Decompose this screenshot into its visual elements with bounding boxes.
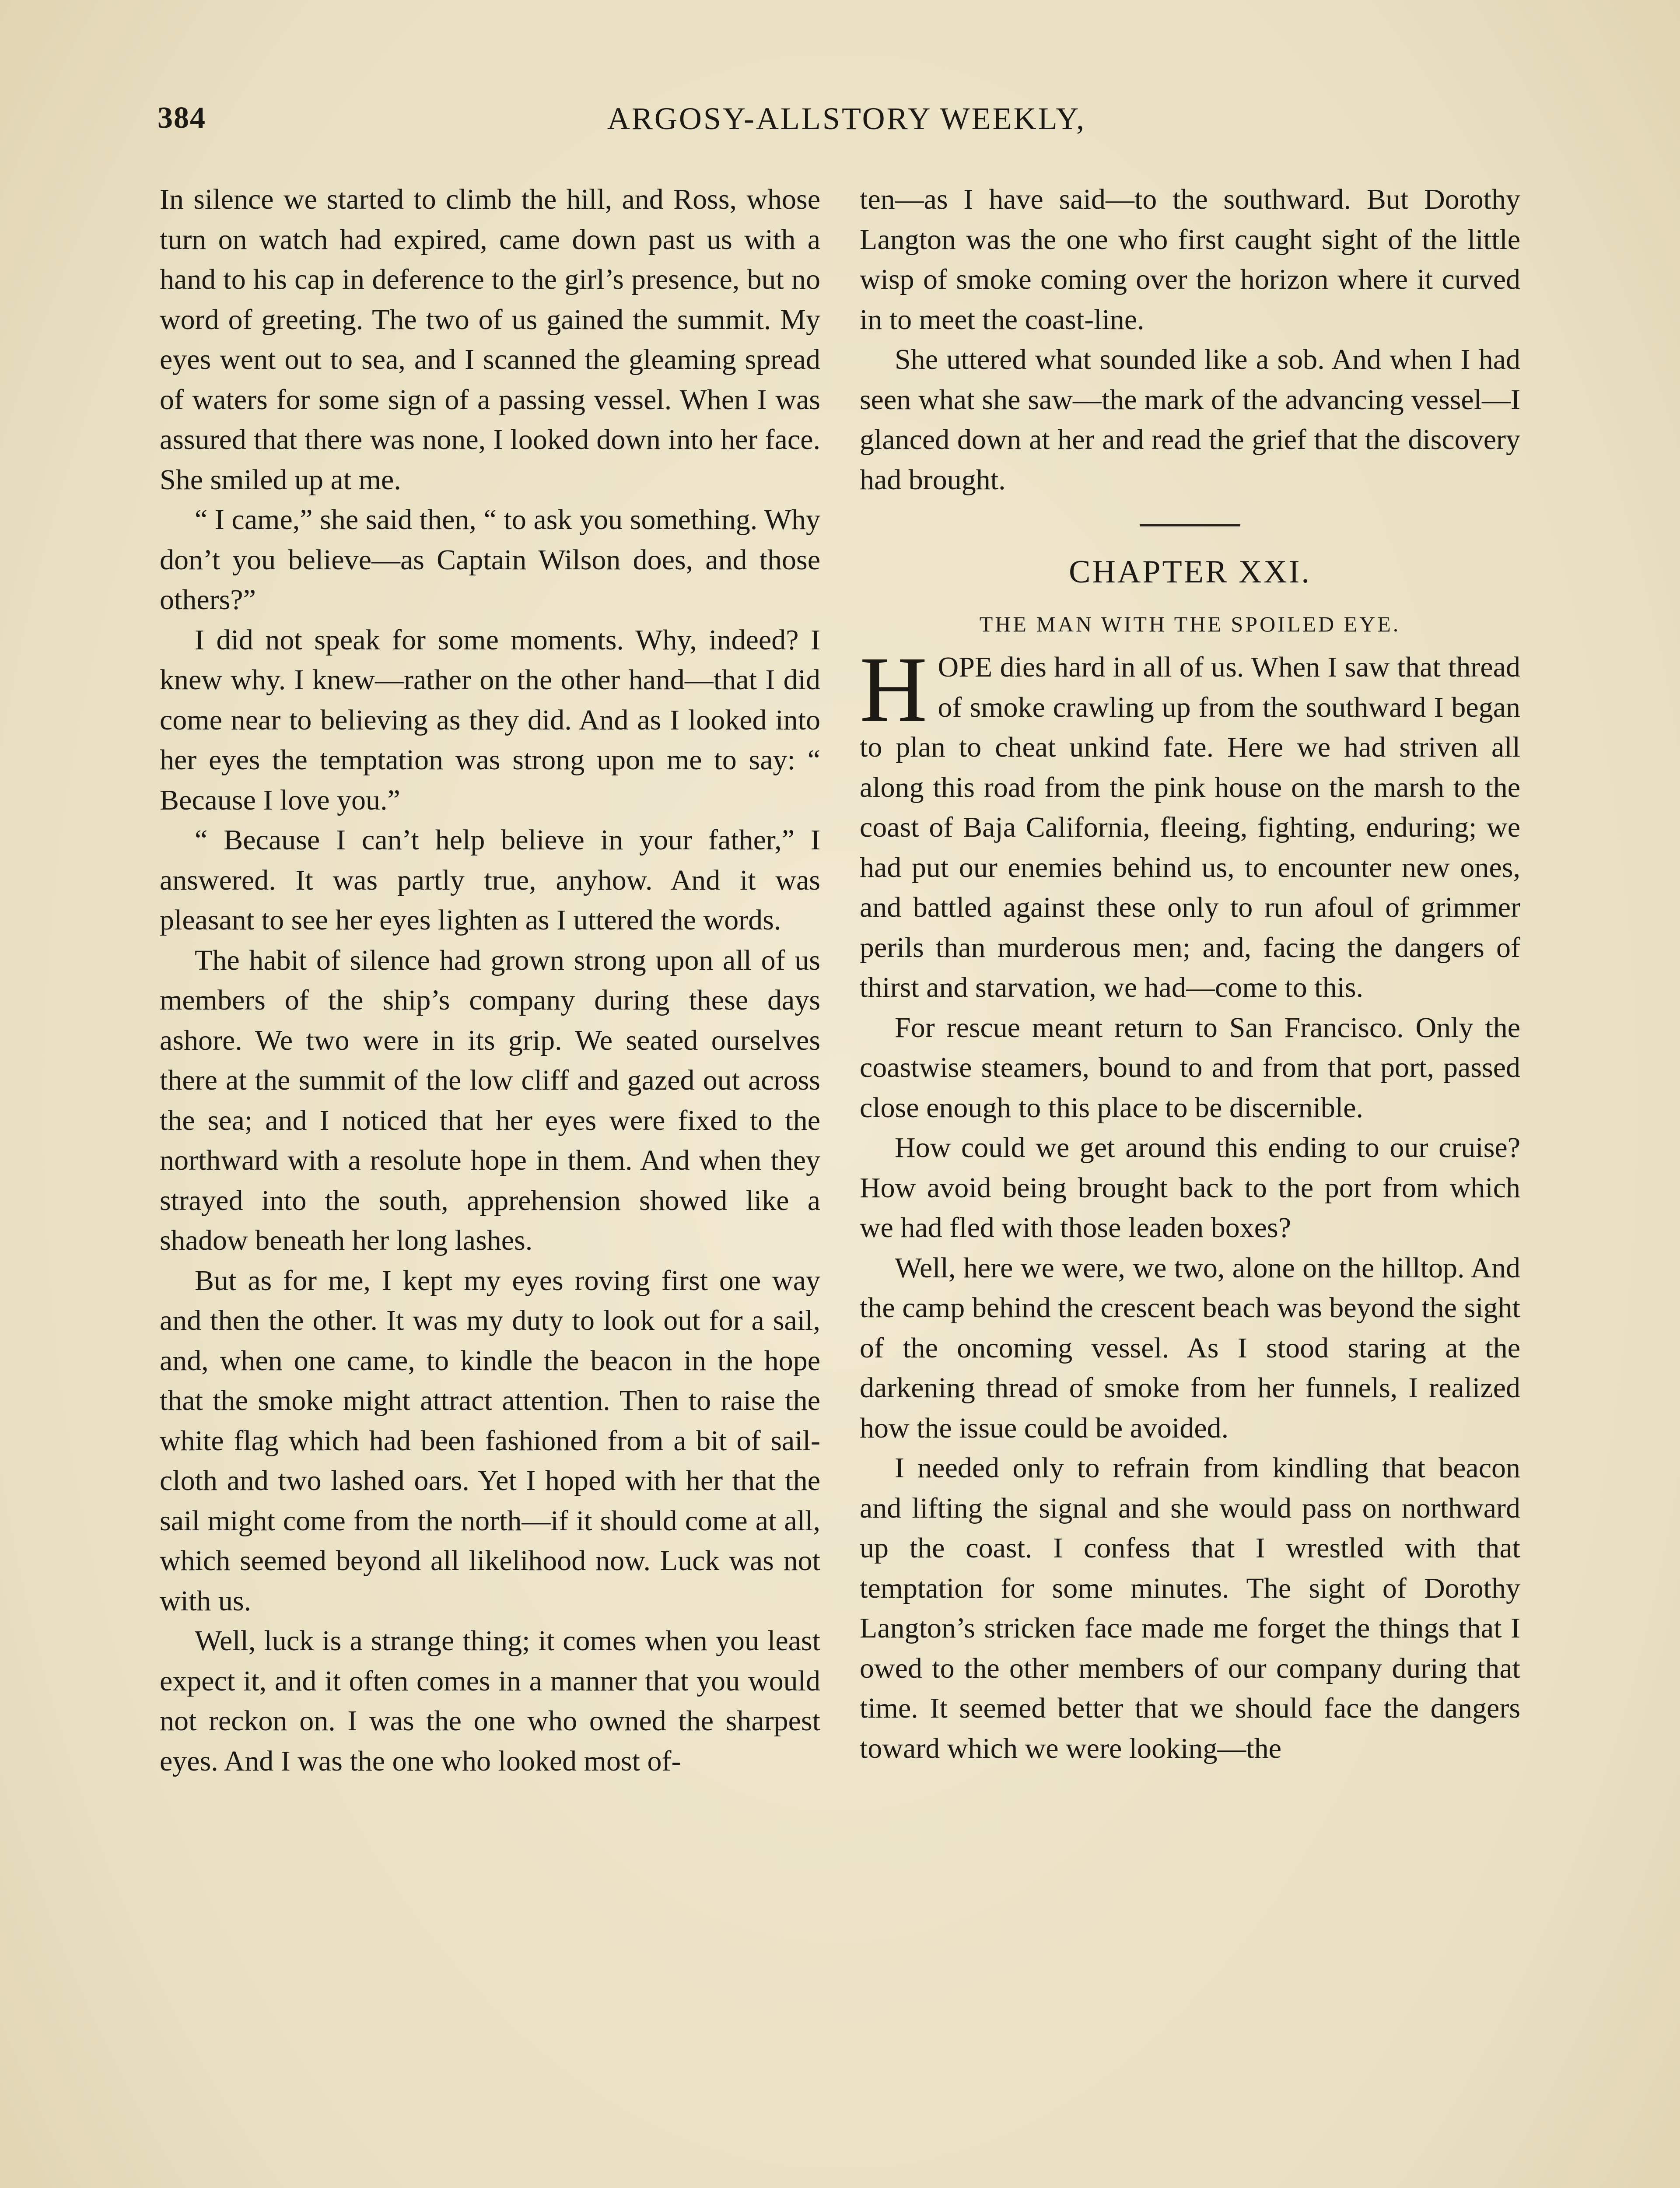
paragraph: “ I came,” she said then, “ to ask you something. Why don’t you believe—as Captain Wilson does, and those others?” [160,504,820,616]
paragraph: The habit of silence had grown strong upon all of us members of the ship’s company during these days ashore. We two were in its grip. We seated ourselves there at the summit of the low cliff and gazed out across the sea; and I noticed that her eyes were fixed to the northward with a resolute hope in them. And when they strayed into the south, apprehension showed like a shadow beneath her long lashes. [160,944,820,1256]
paragraph: How could we get around this ending to our cruise? How avoid being brought back to the port from which we had fled with those leaden boxes? [860,1132,1520,1244]
paragraph: But as for me, I kept my eyes roving first one way and then the other. It was my duty to look out for a sail, and, when one came, to kindle the beacon in the hope that the smoke might attract attention. Then to raise the white flag which had been fashioned from a bit of sail-cloth and two lashed oars. Yet I hoped with her that the sail might come from the north—if it should come at all, which seemed beyond all likelihood now. Luck was not with us. [160,1264,820,1617]
chapter-subtitle: THE MAN WITH THE SPOILED EYE. [979,612,1401,636]
chapter-opening-paragraph [860,638,1520,1008]
page-header [158,101,1536,149]
chapter-title: CHAPTER XXI. [1069,554,1311,590]
chapter-opening-text: OPE dies hard in all of us. When I saw that thread of smoke crawling up from the southward I began to plan to cheat unkind fate. Here we had striven all along this road from the pink house on the marsh to the coast of Baja California, fleeing, fighting, enduring; we had put our enemies behind us, to encounter new ones, and battled against these only to run afoul of grimmer perils than murderous men; and, facing the dangers of thirst and starvation, we had—come to this. [860,651,1520,1003]
paragraph: I needed only to refrain from kindling that beacon and lifting the signal and she would pass on northward up the coast. I confess that I wrestled with that temptation for some minutes. The sight of Dorothy Langton’s stricken face made me forget the things that I owed to the other members of our company during that time. It seemed better that we should face the dangers toward which we were looking—the [860,1452,1520,1764]
paragraph: In silence we started to climb the hill, and Ross, whose turn on watch had expired, came down past us with a hand to his cap in deference to the girl’s presence, but no word of greeting. The two of us gained the summit. My eyes went out to sea, and I scanned the gleaming spread of waters for some sign of a passing vessel. When I was assured that there was none, I looked down into her face. She smiled up at me. [160,183,820,496]
paragraph: For rescue meant return to San Francisco. Only the coastwise steamers, bound to and from that port, passed close enough to this place to be discernible. [860,1011,1520,1124]
drop-cap: H [860,638,928,741]
right-column [860,179,1520,1768]
page-number: 384 [158,101,206,135]
paragraph: I did not speak for some moments. Why, indeed? I knew why. I knew—rather on the other hand—that I did come near to believing as they did. And as I looked into her eyes the temptation was strong upon me to say: “ Because I love you.” [160,624,820,816]
paragraph: “ Because I can’t help believe in your father,” I answered. It was partly true, anyhow. And it was pleasant to see her eyes lighten as I uttered the words. [160,824,820,936]
section-divider [1140,524,1240,526]
paragraph: Well, here we were, we two, alone on the hilltop. And the camp behind the crescent beach was beyond the sight of the oncoming vessel. As I stood staring at the darkening thread of smoke from her funnels, I realized how the issue could be avoided. [860,1252,1520,1444]
paragraph: Well, luck is a strange thing; it comes when you least expect it, and it often comes in a manner that you would not reckon on. I was the one who owned the sharpest eyes. And I was the one who looked most of- [160,1625,820,1777]
left-column [160,179,820,1781]
paragraph: ten—as I have said—to the southward. But Dorothy Langton was the one who first caught sight of the little wisp of smoke coming over the horizon where it curved in to meet the coast-line. [860,183,1520,336]
paragraph: She uttered what sounded like a sob. And when I had seen what she saw—the mark of the advancing vessel—I glanced down at her and read the grief that the discovery had brought. [860,344,1520,496]
running-title: ARGOSY-ALLSTORY WEEKLY, [607,101,1086,136]
